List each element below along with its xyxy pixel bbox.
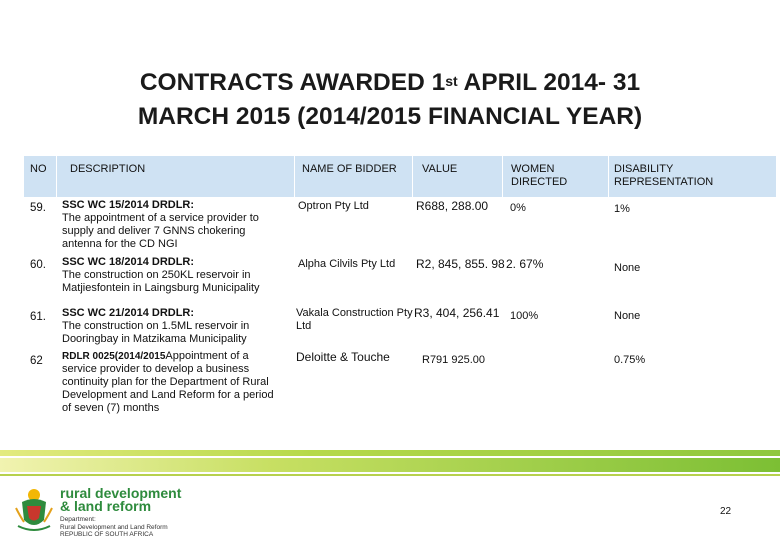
row-61-bidder: Vakala Construction Pty Ltd: [296, 307, 413, 332]
row-60-bidder: Alpha Cilvils Pty Ltd: [298, 258, 396, 270]
footer-band-line: [0, 474, 780, 476]
row-60-no: 60.: [30, 259, 46, 271]
department-brand: rural development & land reform Department: Rural Development and Land Reform REPUBLIC OF SOUTH AFRICA: [60, 487, 260, 539]
header-value: VALUE: [422, 163, 458, 175]
row-61-disability: None: [614, 310, 641, 322]
row-61-women: 100%: [510, 310, 539, 322]
column-divider: [56, 156, 57, 422]
row-divider: [24, 302, 776, 303]
row-62-value: R791 925.00: [422, 354, 485, 366]
footer-band-top: [0, 450, 780, 456]
row-59-value: R688, 288.00: [416, 199, 489, 213]
row-60-value: R2, 845, 855. 98: [416, 257, 505, 271]
row-divider: [24, 197, 776, 198]
contracts-table: [24, 156, 776, 422]
row-62-description: RDLR 0025(2014/2015Appointment of a service provider to develop a business continuity plan for the Department of Rural Development and Land Reform for a period of seven (7) months: [62, 350, 274, 414]
row-divider: [24, 347, 776, 348]
row-62-disability: 0.75%: [614, 354, 646, 366]
row-59-women: 0%: [510, 202, 526, 214]
row-61-no: 61.: [30, 311, 46, 323]
row-61-value: R3, 404, 256.41: [414, 306, 500, 320]
row-60-description: SSC WC 18/2014 DRDLR: The construction on 250KL reservoir in Matjiesfontein in Laingsburg Municipality: [62, 256, 260, 294]
header-no: NO: [30, 163, 47, 175]
row-59-disability: 1%: [614, 203, 630, 215]
header-women: WOMEN DIRECTED: [511, 163, 568, 188]
row-62-bidder: Deloitte & Touche: [296, 350, 390, 364]
column-divider: [502, 156, 503, 422]
slide-title: [0, 66, 780, 134]
row-60-women: 2. 67%: [506, 257, 544, 271]
row-61-description: SSC WC 21/2014 DRDLR: The construction on 1.5ML reservoir in Dooringbay in Matzikama Municipality: [62, 307, 250, 345]
row-59-description: SSC WC 15/2014 DRDLR: The appointment of a service provider to supply and deliver 7 GNNS chokering antenna for the CD NGI: [62, 199, 259, 250]
row-59-no: 59.: [30, 202, 46, 214]
row-62-no: 62: [30, 355, 43, 367]
row-divider: [24, 254, 776, 255]
header-description: DESCRIPTION: [70, 163, 146, 175]
header-bidder: NAME OF BIDDER: [302, 163, 397, 175]
department-label: Department: Rural Development and Land Reform REPUBLIC OF SOUTH AFRICA: [60, 516, 168, 538]
title-line-1: CONTRACTS AWARDED 1st APRIL 2014- 31: [139, 69, 641, 96]
row-59-bidder: Optron Pty Ltd: [298, 200, 369, 212]
column-divider: [608, 156, 609, 422]
footer-band: [0, 458, 780, 472]
page-number: 22: [720, 506, 732, 517]
title-line-2: MARCH 2015 (2014/2015 FINANCIAL YEAR): [137, 103, 643, 130]
coat-of-arms-icon: [14, 486, 54, 534]
header-disability: DISABILITY REPRESENTATION: [614, 163, 714, 188]
row-60-disability: None: [614, 262, 641, 274]
column-divider: [412, 156, 413, 422]
